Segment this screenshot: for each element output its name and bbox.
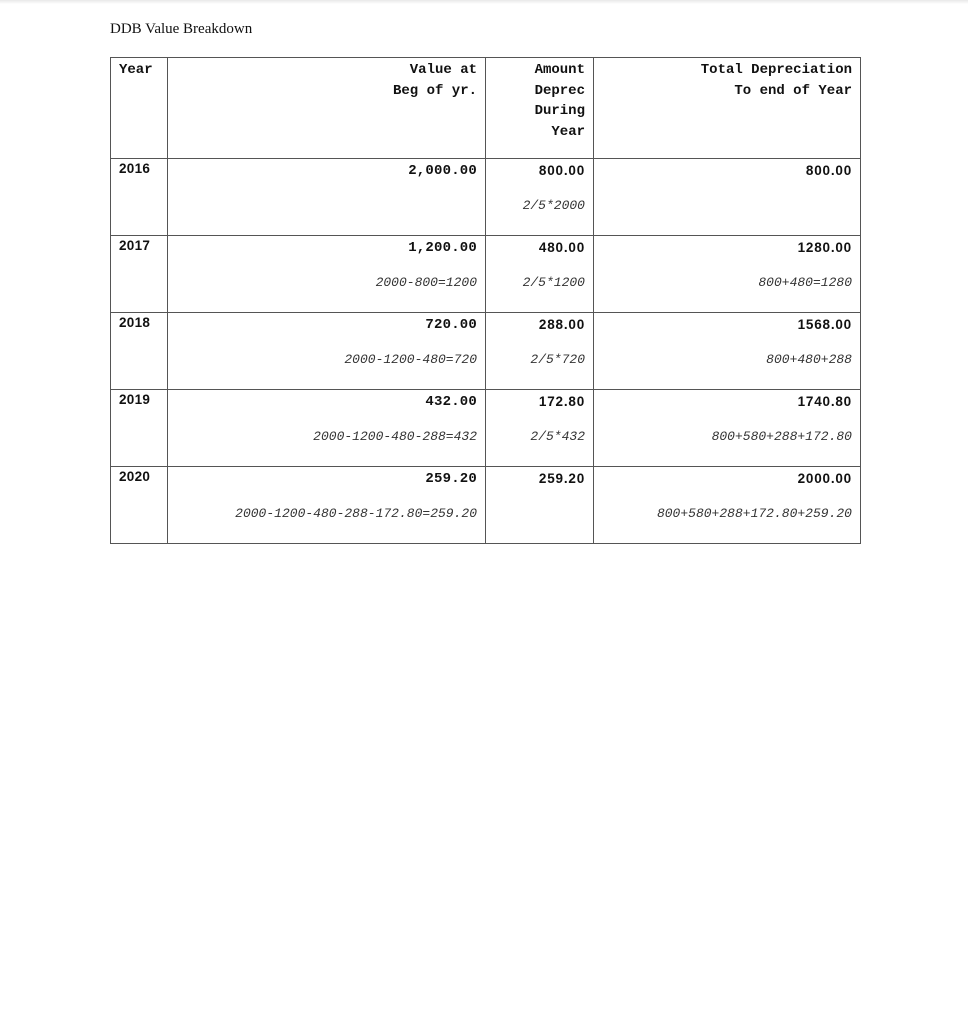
amount-formula: [486, 506, 585, 522]
amount-formula: 2/5*2000: [522, 198, 585, 213]
table-row: [111, 236, 861, 313]
total-cell: [594, 390, 861, 467]
value-formula: 2000-1200-480-288=432: [313, 429, 477, 444]
depreciation-amount: 172.80: [538, 394, 585, 409]
header-amount-line-2: Deprec: [534, 82, 585, 99]
header-total-line-1: Total Depreciation: [700, 62, 852, 78]
depreciation-amount: 480.00: [538, 240, 585, 255]
total-formula: [594, 198, 852, 214]
value-cell: [168, 390, 486, 467]
header-amount: [486, 58, 594, 159]
amount-cell: [486, 390, 594, 467]
amount-cell: [486, 159, 594, 236]
depreciation-amount: 288.00: [538, 317, 585, 332]
table-row: [111, 313, 861, 390]
total-formula: 800+580+288+172.80+259.20: [656, 506, 852, 521]
amount-cell: [486, 236, 594, 313]
value-formula: [168, 198, 477, 214]
year-value: 2019: [119, 392, 151, 407]
year-cell: [111, 467, 168, 544]
value-formula: 2000-1200-480=720: [344, 352, 477, 367]
value-formula: 2000-1200-480-288-172.80=259.20: [235, 506, 477, 521]
total-formula: 800+480+288: [766, 352, 852, 367]
total-depreciation: 2000.00: [797, 471, 852, 486]
beginning-value: 432.00: [425, 394, 477, 410]
total-depreciation: 800.00: [805, 163, 852, 178]
total-formula: 800+480=1280: [758, 275, 852, 290]
beginning-value: 2,000.00: [408, 163, 477, 179]
amount-cell: [486, 313, 594, 390]
year-value: 2020: [119, 469, 151, 484]
header-year-label: Year: [119, 62, 153, 78]
year-value: 2017: [119, 238, 151, 253]
top-divider: [0, 0, 968, 4]
depreciation-amount: 259.20: [538, 471, 585, 486]
table-row: [111, 159, 861, 236]
table-row: [111, 390, 861, 467]
total-cell: [594, 467, 861, 544]
amount-formula: 2/5*432: [530, 429, 585, 444]
beginning-value: 720.00: [425, 317, 477, 333]
total-cell: [594, 236, 861, 313]
value-cell: [168, 313, 486, 390]
value-cell: [168, 467, 486, 544]
header-total: [594, 58, 861, 159]
header-value-line-2: Beg of yr.: [392, 82, 477, 99]
year-cell: [111, 236, 168, 313]
table-header-row: [111, 58, 861, 159]
year-value: 2016: [119, 161, 151, 176]
table-row: [111, 467, 861, 544]
amount-cell: [486, 467, 594, 544]
depreciation-amount: 800.00: [538, 163, 585, 178]
total-depreciation: 1568.00: [797, 317, 852, 332]
total-depreciation: 1740.80: [797, 394, 852, 409]
beginning-value: 259.20: [425, 471, 477, 487]
ddb-table: [110, 57, 861, 544]
header-total-line-2: To end of Year: [734, 82, 852, 99]
value-cell: [168, 159, 486, 236]
header-value: [168, 58, 486, 159]
year-cell: [111, 313, 168, 390]
year-value: 2018: [119, 315, 151, 330]
total-cell: [594, 313, 861, 390]
amount-formula: 2/5*720: [530, 352, 585, 367]
total-cell: [594, 159, 861, 236]
year-cell: [111, 390, 168, 467]
header-year: [111, 58, 168, 159]
header-amount-line-1: Amount: [534, 62, 585, 78]
value-formula: 2000-800=1200: [375, 275, 477, 290]
year-cell: [111, 159, 168, 236]
amount-formula: 2/5*1200: [522, 275, 585, 290]
total-depreciation: 1280.00: [797, 240, 852, 255]
header-amount-line-4: Year: [551, 123, 585, 140]
header-amount-line-3: During: [534, 103, 585, 119]
value-cell: [168, 236, 486, 313]
beginning-value: 1,200.00: [408, 240, 477, 256]
document-title: DDB Value Breakdown: [110, 21, 253, 37]
header-value-line-1: Value at: [409, 62, 477, 78]
total-formula: 800+580+288+172.80: [711, 429, 852, 444]
